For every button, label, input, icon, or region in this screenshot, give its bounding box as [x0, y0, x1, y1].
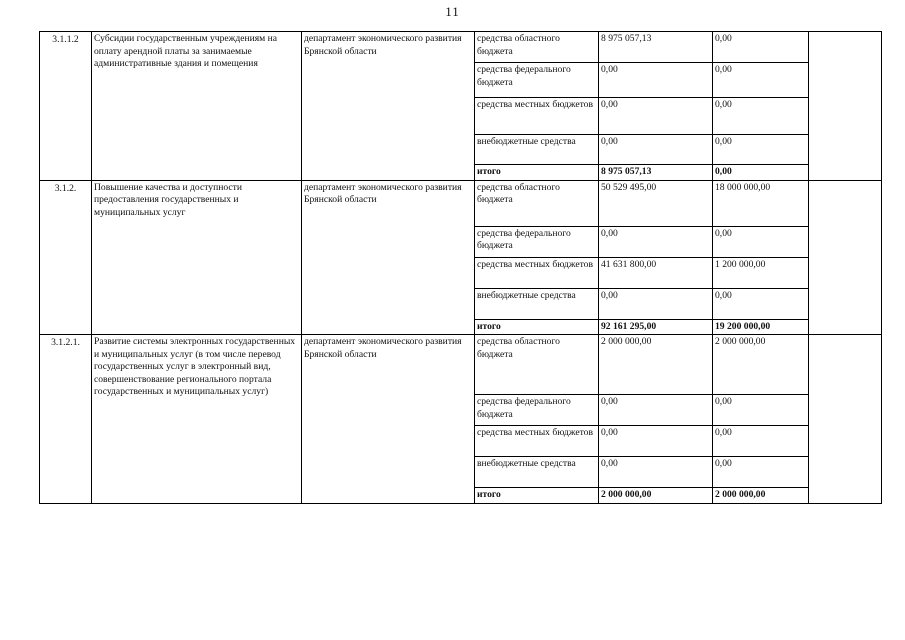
amount-2-total: 0,00 [713, 165, 809, 181]
funding-source: средства федерального бюджета [475, 226, 599, 257]
item-code: 3.1.1.2 [40, 32, 92, 181]
item-executor: департамент экономического развития Брянской области [302, 180, 475, 335]
amount-1: 0,00 [599, 63, 713, 98]
item-title: Субсидии государственным учреждениям на оплату арендной платы за занимаемые административные здания и помещения [92, 32, 302, 181]
funding-source: средства федерального бюджета [475, 395, 599, 426]
empty-cell [809, 335, 882, 504]
amount-2: 0,00 [713, 32, 809, 63]
amount-2: 0,00 [713, 288, 809, 319]
item-title: Повышение качества и доступности предоставления государственных и муниципальных услуг [92, 180, 302, 335]
amount-1: 0,00 [599, 395, 713, 426]
amount-2: 1 200 000,00 [713, 257, 809, 288]
amount-2: 18 000 000,00 [713, 180, 809, 226]
funding-source: средства федерального бюджета [475, 63, 599, 98]
table-row [40, 32, 882, 63]
amount-1: 0,00 [599, 135, 713, 165]
item-code: 3.1.2. [40, 180, 92, 335]
funding-source: средства областного бюджета [475, 32, 599, 63]
item-executor: департамент экономического развития Брянской области [302, 32, 475, 181]
amount-2: 2 000 000,00 [713, 335, 809, 395]
amount-2: 0,00 [713, 395, 809, 426]
funding-source: внебюджетные средства [475, 135, 599, 165]
amount-2: 0,00 [713, 98, 809, 135]
empty-cell [809, 180, 882, 335]
amount-1-total: 92 161 295,00 [599, 319, 713, 335]
amount-2-total: 2 000 000,00 [713, 488, 809, 504]
amount-1-total: 2 000 000,00 [599, 488, 713, 504]
funding-source-total: итого [475, 488, 599, 504]
amount-1-total: 8 975 057,13 [599, 165, 713, 181]
amount-2: 0,00 [713, 135, 809, 165]
item-executor: департамент экономического развития Брянской области [302, 335, 475, 504]
amount-1: 0,00 [599, 457, 713, 488]
amount-2: 0,00 [713, 63, 809, 98]
amount-2-total: 19 200 000,00 [713, 319, 809, 335]
amount-1: 2 000 000,00 [599, 335, 713, 395]
budget-table [39, 31, 882, 504]
funding-source: средства местных бюджетов [475, 426, 599, 457]
amount-2: 0,00 [713, 226, 809, 257]
amount-1: 50 529 495,00 [599, 180, 713, 226]
empty-cell [809, 32, 882, 181]
amount-2: 0,00 [713, 426, 809, 457]
funding-source-total: итого [475, 319, 599, 335]
amount-1: 0,00 [599, 426, 713, 457]
item-code: 3.1.2.1. [40, 335, 92, 504]
amount-1: 8 975 057,13 [599, 32, 713, 63]
item-title: Развитие системы электронных государственных и муниципальных услуг (в том числе перевод государственных услуг в электронный вид, совершенствование регионального портала государственных и муниципальных услуг) [92, 335, 302, 504]
funding-source-total: итого [475, 165, 599, 181]
page-number: 11 [445, 4, 460, 19]
amount-2: 0,00 [713, 457, 809, 488]
funding-source: средства областного бюджета [475, 180, 599, 226]
funding-source: внебюджетные средства [475, 288, 599, 319]
funding-source: внебюджетные средства [475, 457, 599, 488]
funding-source: средства местных бюджетов [475, 257, 599, 288]
funding-source: средства местных бюджетов [475, 98, 599, 135]
amount-1: 0,00 [599, 226, 713, 257]
table-row [40, 180, 882, 226]
funding-source: средства областного бюджета [475, 335, 599, 395]
amount-1: 0,00 [599, 98, 713, 135]
amount-1: 41 631 800,00 [599, 257, 713, 288]
table-row [40, 335, 882, 395]
amount-1: 0,00 [599, 288, 713, 319]
